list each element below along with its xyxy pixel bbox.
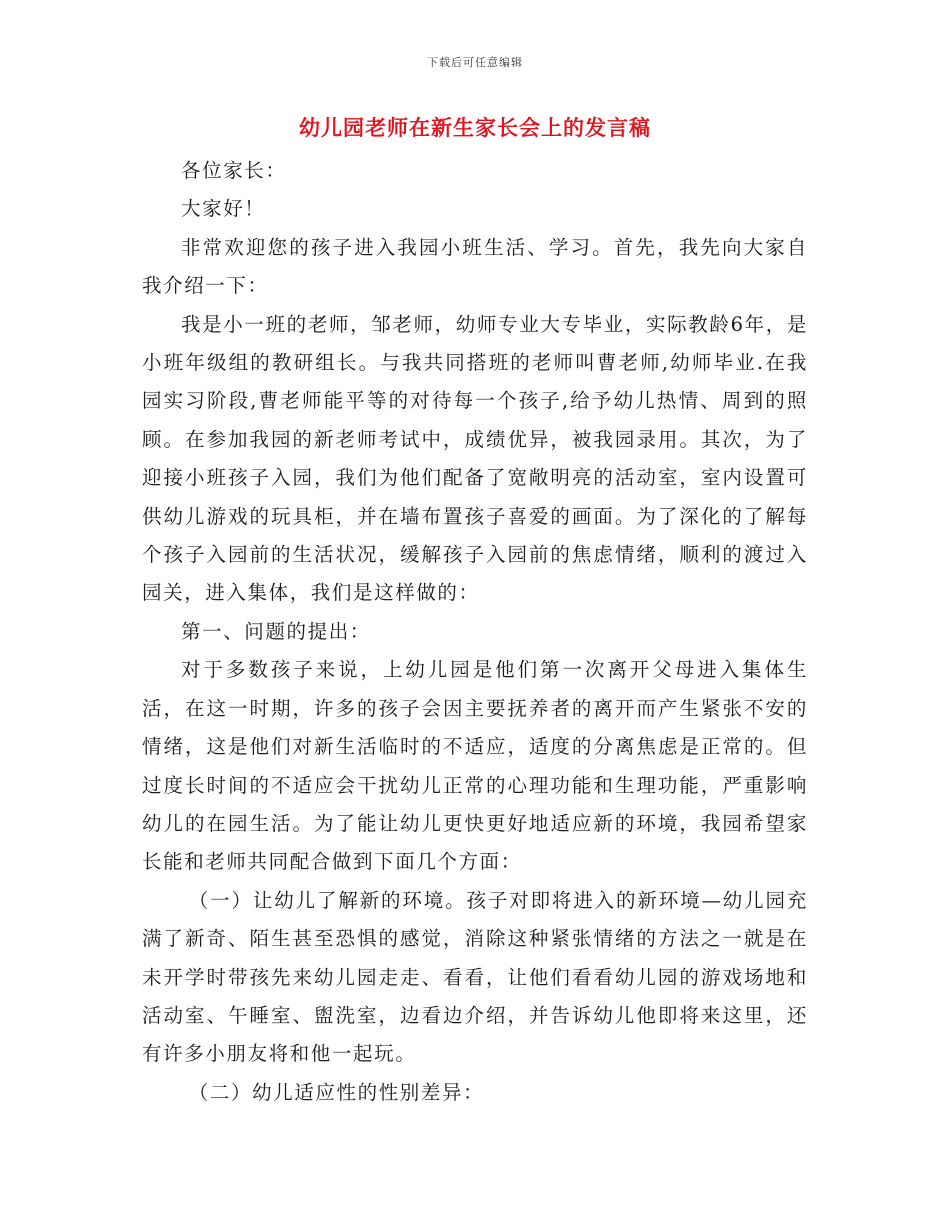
paragraph-point-one: （一）让幼儿了解新的环境。孩子对即将进入的新环境—幼儿园充满了新奇、陌生甚至恐惧的感觉，消除这种紧张情绪的方法之一就是在未开学时带孩先来幼儿园走走、看看，让他们看看幼儿园的游戏场地和活动室、午睡室、盥洗室，边看边介绍，并告诉幼儿他即将来这里，还有许多小朋友将和他一起玩。 (142, 888, 808, 1066)
paragraph-salutation: 各位家长： (181, 159, 287, 182)
paragraph-point-two: （二）幼儿适应性的性别差异： (188, 1080, 485, 1104)
paragraph-greeting: 大家好！ (181, 197, 266, 221)
paragraph-welcome: 非常欢迎您的孩子进入我园小班生活、学习。首先，我先向大家自我介绍一下： (142, 235, 808, 298)
header-note: 下载后可任意编辑 (427, 56, 523, 69)
paragraph-introduction: 我是小一班的老师，邹老师，幼师专业大专毕业，实际教龄6年，是小班年级组的教研组长。与我共同搭班的老师叫曹老师,幼师毕业.在我园实习阶段,曹老师能平等的对待每一个孩子,给予幼儿热情、周到的照顾。在参加我园的新老师考试中，成绩优异，被我园录用。其次，为了迎接小班孩子入园，我们为他们配备了宽敞明亮的活动室，室内设置可供幼儿游戏的玩具柜，并在墙布置孩子喜爱的画面。为了深化的了解每个孩子入园前的生活状况，缓解孩子入园前的焦虑情绪，顺利的渡过入园关，进入集体，我们是这样做的： (142, 312, 808, 605)
document-title: 幼儿园老师在新生家长会上的发言稿 (299, 115, 651, 140)
paragraph-section-heading: 第一、问题的提出： (181, 619, 371, 643)
paragraph-problem: 对于多数孩子来说，上幼儿园是他们第一次离开父母进入集体生活，在这一时期，许多的孩子会因主要抚养者的离开而产生紧张不安的情绪，这是他们对新生活临时的不适应，适度的分离焦虑是正常的。但过度长时间的不适应会干扰幼儿正常的心理功能和生理功能，严重影响幼儿的在园生活。为了能让幼儿更快更好地适应新的环境，我园希望家长能和老师共同配合做到下面几个方面： (142, 658, 808, 874)
document-body (142, 152, 808, 1112)
